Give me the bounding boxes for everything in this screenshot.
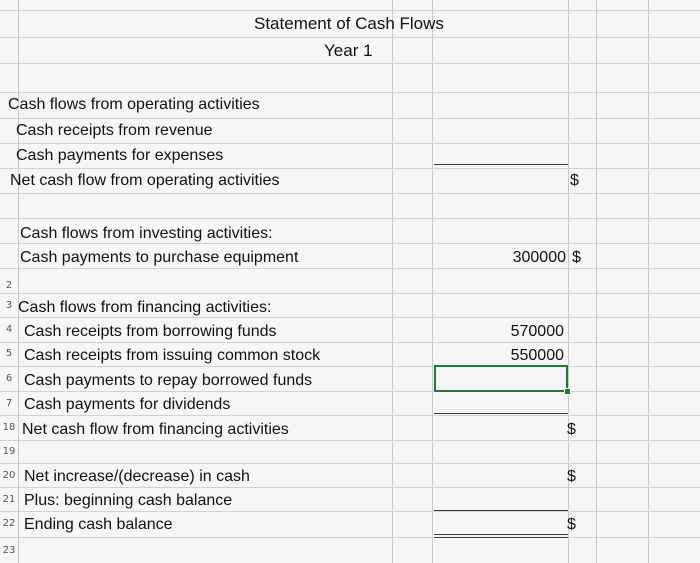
grid-line: [0, 143, 700, 144]
fill-handle[interactable]: [564, 388, 571, 395]
grid-line: [0, 511, 700, 512]
row-number[interactable]: 7: [5, 398, 13, 409]
beginning-balance-cell[interactable]: Plus: beginning cash balance: [24, 492, 233, 509]
grid-line: [18, 0, 19, 563]
purchase-equipment-cell[interactable]: Cash payments to purchase equipment: [20, 249, 299, 266]
row-number[interactable]: 23: [2, 545, 16, 556]
net-operating-cell[interactable]: Net cash flow from operating activities: [10, 172, 280, 189]
ending-balance-cell[interactable]: Ending cash balance: [24, 516, 173, 533]
net-operating-dollar[interactable]: $: [570, 172, 579, 189]
row-number[interactable]: 5: [5, 348, 13, 359]
operating-header-cell[interactable]: Cash flows from operating activities: [8, 96, 260, 113]
repay-borrowed-cell[interactable]: Cash payments to repay borrowed funds: [24, 372, 313, 389]
row-number[interactable]: 3: [5, 300, 13, 311]
selected-cell[interactable]: [434, 365, 568, 392]
grid-line: [0, 118, 700, 119]
grid-line: [648, 0, 649, 563]
row-number[interactable]: 4: [5, 324, 13, 335]
dividends-cell[interactable]: Cash payments for dividends: [24, 396, 231, 413]
cash-payments-expenses-cell[interactable]: Cash payments for expenses: [16, 147, 224, 164]
grid-line: [0, 193, 700, 194]
double-underline: [434, 534, 568, 535]
net-financing-dollar[interactable]: $: [567, 421, 576, 438]
grid-line: [0, 10, 700, 11]
row-number[interactable]: 2: [5, 280, 13, 291]
cell-border: [434, 413, 568, 414]
grid-line: [392, 0, 393, 563]
grid-line: [0, 391, 700, 392]
net-increase-dollar[interactable]: $: [567, 468, 576, 485]
purchase-equipment-dollar[interactable]: $: [572, 249, 581, 266]
row-number[interactable]: 20: [2, 470, 16, 481]
row-number[interactable]: 22: [2, 518, 16, 529]
grid-line: [0, 415, 700, 416]
row-number[interactable]: 18: [2, 422, 16, 433]
grid-line: [0, 268, 700, 269]
grid-line: [0, 487, 700, 488]
grid-line: [0, 63, 700, 64]
statement-year[interactable]: Year 1: [324, 41, 373, 60]
row-number[interactable]: 21: [2, 494, 16, 505]
issuing-stock-value[interactable]: 550000: [510, 347, 564, 364]
purchase-equipment-value[interactable]: 300000: [512, 249, 566, 266]
financing-header-cell[interactable]: Cash flows from financing activities:: [18, 299, 272, 316]
investing-header-cell[interactable]: Cash flows from investing activities:: [20, 225, 273, 242]
grid-line: [0, 168, 700, 169]
grid-line: [0, 537, 700, 538]
net-financing-cell[interactable]: Net cash flow from financing activities: [22, 421, 289, 438]
statement-title[interactable]: Statement of Cash Flows: [254, 14, 444, 33]
grid-line: [0, 37, 700, 38]
grid-line: [0, 218, 700, 219]
double-underline: [434, 537, 568, 538]
grid-line: [0, 293, 700, 294]
cell-border: [434, 164, 568, 165]
borrowing-funds-value[interactable]: 570000: [510, 323, 564, 340]
grid-line: [0, 342, 700, 343]
ending-balance-dollar[interactable]: $: [567, 516, 576, 533]
cell-border: [434, 510, 568, 511]
grid-line: [0, 440, 700, 441]
row-number[interactable]: 19: [2, 446, 16, 457]
cash-receipts-revenue-cell[interactable]: Cash receipts from revenue: [16, 122, 213, 139]
row-number[interactable]: 6: [5, 373, 13, 384]
grid-line: [596, 0, 597, 563]
grid-line: [0, 463, 700, 464]
grid-line: [0, 366, 700, 367]
borrowing-funds-cell[interactable]: Cash receipts from borrowing funds: [24, 323, 277, 340]
issuing-stock-cell[interactable]: Cash receipts from issuing common stock: [24, 347, 321, 364]
grid-line: [432, 0, 433, 563]
net-increase-cell[interactable]: Net increase/(decrease) in cash: [24, 468, 250, 485]
grid-line: [0, 92, 700, 93]
